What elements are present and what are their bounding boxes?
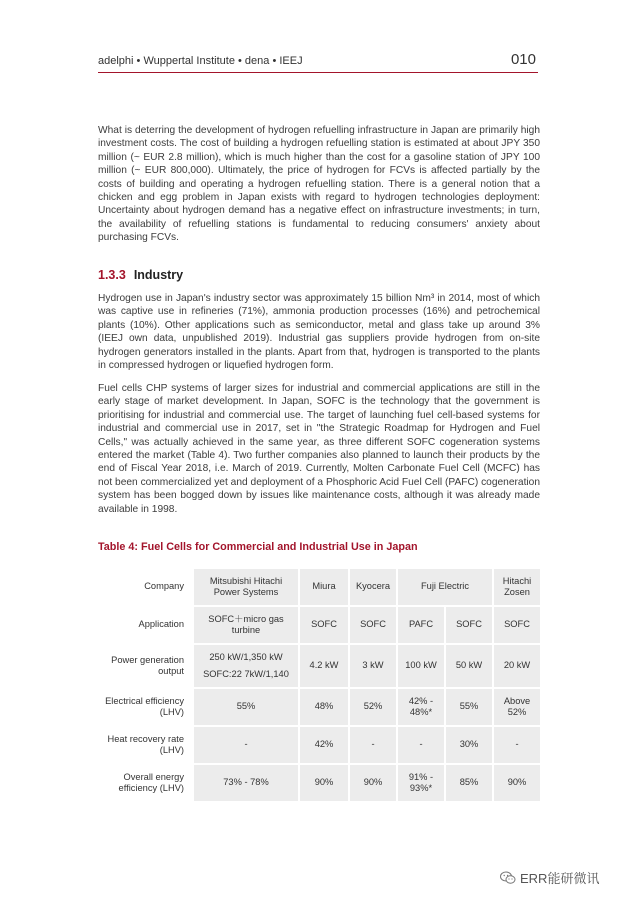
power-line-2: SOFC:22 7kW/1,140	[203, 669, 289, 679]
company-mitsubishi: Mitsubishi Hitachi Power Systems	[194, 569, 298, 605]
table-cell: Above 52%	[494, 689, 540, 725]
table-cell: -	[350, 727, 396, 763]
table-cell: SOFC	[350, 607, 396, 643]
table-cell: 90%	[300, 765, 348, 801]
table-cell	[194, 645, 298, 687]
company-kyocera: Kyocera	[350, 569, 396, 605]
table-cell: 91% - 93%*	[398, 765, 444, 801]
table-cell: 55%	[446, 689, 492, 725]
table-cell: 100 kW	[398, 645, 444, 687]
table-cell: 90%	[494, 765, 540, 801]
section-title: Industry	[133, 268, 184, 282]
table-cell: -	[398, 727, 444, 763]
table-cell: 20 kW	[494, 645, 540, 687]
table-cell: SOFC＋micro gas turbine	[194, 607, 298, 643]
table-cell: -	[194, 727, 298, 763]
table-cell: PAFC	[398, 607, 444, 643]
row-label-application: Application	[100, 607, 192, 643]
table-cell: 52%	[350, 689, 396, 725]
table-row	[100, 689, 540, 725]
company-hitachi: Hitachi Zosen	[494, 569, 540, 605]
table-cell: 3 kW	[350, 645, 396, 687]
paragraph-infrastructure-costs: What is deterring the development of hydrogen refuelling infrastructure in Japan are primarily high investment costs. The cost of building a hydrogen refuelling station is estimated at about JPY 350 million (~ EUR 2.8 million), which is much higher than the cost for a gasoline station of JPY 100 million (~ EUR 800,000). Ultimately, the price of hydrogen for FCVs is affected partially by the costs of building and operating a hydrogen refuelling station. There is a general notion that a chicken and egg problem in Japan exists with regard to hydrogen technologies deployment: Uncertainty about hydrogen demand has a negative effect on infrastructure investments; in turn, the availability of refuelling stations is fundamental to reducing consumers' anxiety about purchasing FCVs.	[98, 125, 540, 244]
row-label-overall: Overall energy efficiency (LHV)	[100, 765, 192, 801]
row-label-company: Company	[100, 569, 192, 605]
table-cell: 90%	[350, 765, 396, 801]
table-cell: 50 kW	[446, 645, 492, 687]
row-label-power: Power generation output	[100, 645, 192, 687]
section-heading	[98, 268, 183, 282]
paragraph-fuel-cells-chp: Fuel cells CHP systems of larger sizes for industrial and commercial applications are still in the early stage of market development. In Japan, SOFC is the technology that the government is prioritising for industrial and commercial use. The target of launching fuel cell-based systems for industrial and commercial use in 2017, set in "the Strategic Roadmap for Hydrogen and Fuel Cells," was actually achieved in the same year, as three different SOFC cogeneration systems entered the market (Table 4). Two further companies also planned to launch their products by the end of Fiscal Year 2018, i.e. March of 2019. Currently, Molten Carbonate Fuel Cell (MCFC) has not been commercialized yet and deployment of a Phosphoric Acid Fuel Cell (PAFC) cogeneration system has been bogged down by issues like maintenance costs, although it was already made available in 1998.	[98, 383, 540, 515]
table-cell: 30%	[446, 727, 492, 763]
table-cell: SOFC	[300, 607, 348, 643]
table-cell: 85%	[446, 765, 492, 801]
fuel-cells-table	[98, 567, 542, 803]
table-cell: 55%	[194, 689, 298, 725]
wechat-icon	[500, 871, 516, 885]
table-caption: Table 4: Fuel Cells for Commercial and Industrial Use in Japan	[98, 541, 418, 553]
watermark-text: ERR能研微讯	[520, 871, 600, 886]
company-fuji: Fuji Electric	[398, 569, 492, 605]
section-number: 1.3.3	[98, 268, 126, 282]
power-line-1: 250 kW/1,350 kW	[209, 651, 283, 662]
table-cell: 4.2 kW	[300, 645, 348, 687]
table-cell: SOFC	[446, 607, 492, 643]
table-row	[100, 569, 540, 605]
paragraph-industry-hydrogen-use: Hydrogen use in Japan's industry sector was approximately 15 billion Nm³ in 2014, most of which was captive use in refineries (71%), ammonia production processes (16%) and petrochemical plants (10%). Other applications such as semiconductor, metal and glass take up around 3% (IEEJ own data, unpublished 2019). Industrial gas suppliers provide hydrogen from on-site hydrogen generators installed in the plants. Apart from that, hydrogen is transported to the plants in compressed hydrogen or liquefied hydrogen form.	[98, 293, 540, 372]
header-authors: adelphi • Wuppertal Institute • dena • IEEJ	[98, 55, 303, 67]
table-cell: 48%	[300, 689, 348, 725]
table-cell: 73% - 78%	[194, 765, 298, 801]
watermark	[500, 868, 599, 887]
page-header	[98, 52, 538, 73]
row-label-electrical: Electrical efficiency (LHV)	[100, 689, 192, 725]
table-cell: SOFC	[494, 607, 540, 643]
table-row	[100, 765, 540, 801]
table-row	[100, 645, 540, 687]
row-label-heat: Heat recovery rate (LHV)	[100, 727, 192, 763]
table-cell: 42% - 48%*	[398, 689, 444, 725]
company-miura: Miura	[300, 569, 348, 605]
table-cell: -	[494, 727, 540, 763]
table-row	[100, 607, 540, 643]
page-number: 010	[510, 51, 536, 68]
table-row	[100, 727, 540, 763]
table-cell: 42%	[300, 727, 348, 763]
